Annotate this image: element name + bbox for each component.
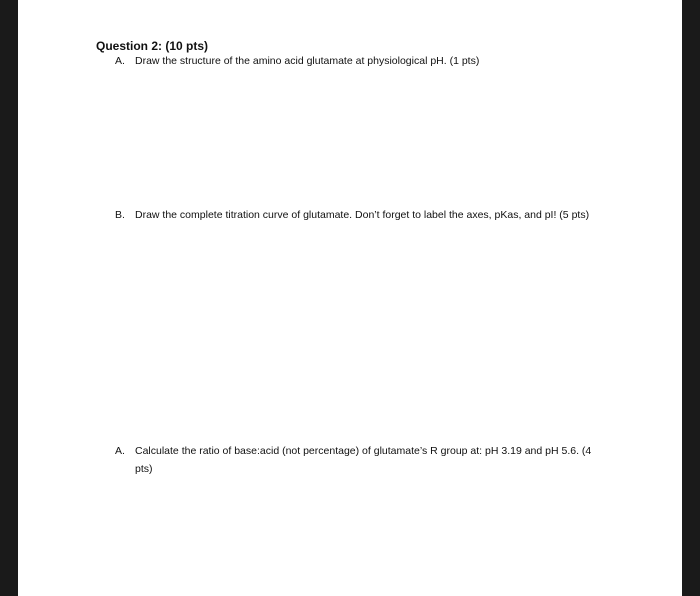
- document-page: [18, 0, 682, 596]
- question-part-b: [115, 206, 605, 224]
- part-marker: A.: [115, 445, 125, 457]
- part-marker: A.: [115, 55, 125, 67]
- part-text: Draw the complete titration curve of glutamate. Don’t forget to label the axes, pKas, and pI! (5 pts): [135, 209, 590, 221]
- part-text: Draw the structure of the amino acid glutamate at physiological pH. (1 pts): [135, 55, 480, 67]
- question-part-a-second: [115, 442, 605, 478]
- question-title: Question 2: (10 pts): [96, 39, 209, 53]
- question-part-a: [115, 52, 605, 70]
- part-text: Calculate the ratio of base:acid (not percentage) of glutamate’s R group at: pH 3.19 and pH 5.6. (4 pts): [135, 445, 592, 475]
- part-marker: B.: [115, 209, 125, 221]
